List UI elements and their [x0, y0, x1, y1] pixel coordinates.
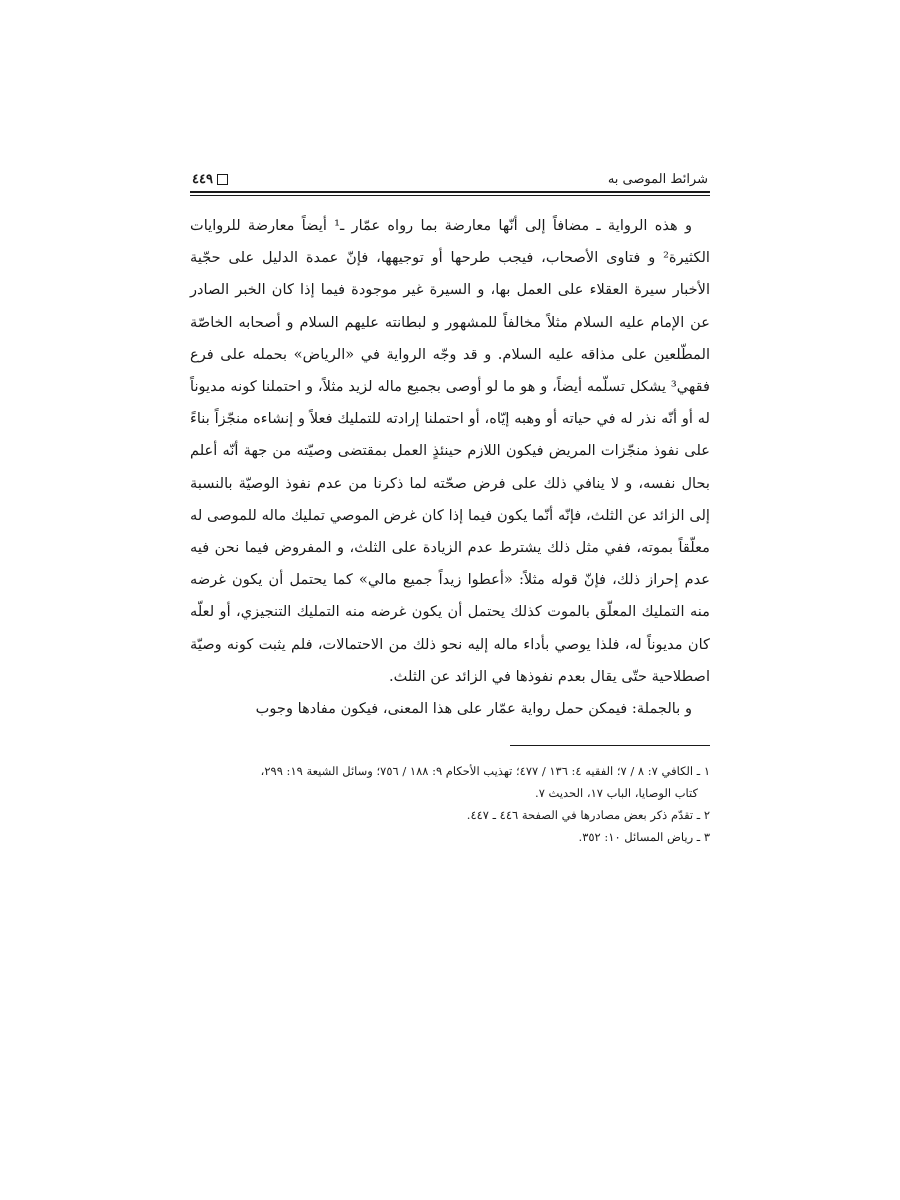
page-number: ٤٤٩ — [192, 172, 213, 187]
book-page — [190, 172, 710, 848]
footnote-1-continued: كتاب الوصايا، الباب ١٧، الحديث ٧. — [535, 786, 698, 801]
paragraph: و بالجملة: فيمكن حمل رواية عمّار على هذا المعنى، فيكون مفادها وجوب — [255, 700, 692, 718]
paragraph: و هذه الرواية ـ مضافاً إلى أنّها معارضة بما رواه عمّار ـ¹ أيضاً معارضة للروايات الكثيرة² و فتاوى الأصحاب، فيجب طرحها أو توجيهها، فإنّ عمدة الدليل على حجّية الأخبار سيرة العقلاء على العمل بها، و السيرة غير موجودة فيما إذا كان الخبر الصادر عن الإمام عليه السلام مثلاً مخالفاً للمشهور و لبطانته عليهم السلام و أصحابه الخاصّة المطّلعين على مذاقه عليه السلام. و قد وجّه الرواية في «الرياض» بحمله على فرع فقهي³ يشكل تسلّمه أيضاً، و هو ما لو أوصى بجميع ماله لزيد مثلاً، و احتملنا كونه مديوناً له أو أنّه نذر له في حياته أو وهبه إيّاه، أو احتملنا إرادته للتمليك فعلاً و إنشاءه منجّزاً بناءً على نفوذ منجّزات المريض فيكون اللازم حينئذٍ العمل بمقتضى وصيّته من جهة أنّه أعلم بحال نفسه، و لا ينافي ذلك على فرض صحّته لما ذكرنا من عدم نفوذ الوصيّة بالنسبة إلى الزائد عن الثلث، فإنّه أنّما يكون فيما إذا كان غرض الموصي تمليك ماله للموصى له معلّقاً بموته، ففي مثل ذلك يشترط عدم الزيادة على الثلث، و المفروض فيما نحن فيه عدم إحراز ذلك، فإنّ قوله مثلاً: «أعطوا زيداً جميع مالي» كما يحتمل أن يكون غرضه منه التمليك المعلّق بالموت كذلك يحتمل أن يكون غرضه منه التمليك التنجيزي، أو لعلّه كان مديوناً له، فلذا يوصي بأداء ماله إليه نحو ذلك من الاحتمالات، فلم يثبت كونه وصيّة اصطلاحية حتّى يقال بعدم نفوذها في الزائد عن الثلث. — [190, 217, 710, 685]
footnote-1: ١ ـ الكافي ٧: ٨ / ٧؛ الفقيه ٤: ١٣٦ / ٤٧٧؛ تهذيب الأحكام ٩: ١٨٨ / ٧٥٦؛ وسائل الشيعة ١٩: ٢٩٩، — [260, 764, 710, 779]
footnote-3: ٣ ـ رياض المسائل ١٠: ٣٥٢. — [578, 830, 710, 845]
footnote-2: ٢ ـ تقدّم ذكر بعض مصادرها في الصفحة ٤٤٦ ـ ٤٤٧. — [466, 808, 710, 823]
page-number-group — [192, 172, 228, 187]
running-title: شرائط الموصى به — [607, 172, 708, 187]
page-header — [190, 172, 710, 191]
main-text — [190, 210, 710, 725]
footnote-separator — [510, 745, 710, 746]
footnotes — [190, 760, 710, 848]
header-double-rule — [190, 191, 710, 196]
square-ornament-icon — [217, 174, 228, 185]
